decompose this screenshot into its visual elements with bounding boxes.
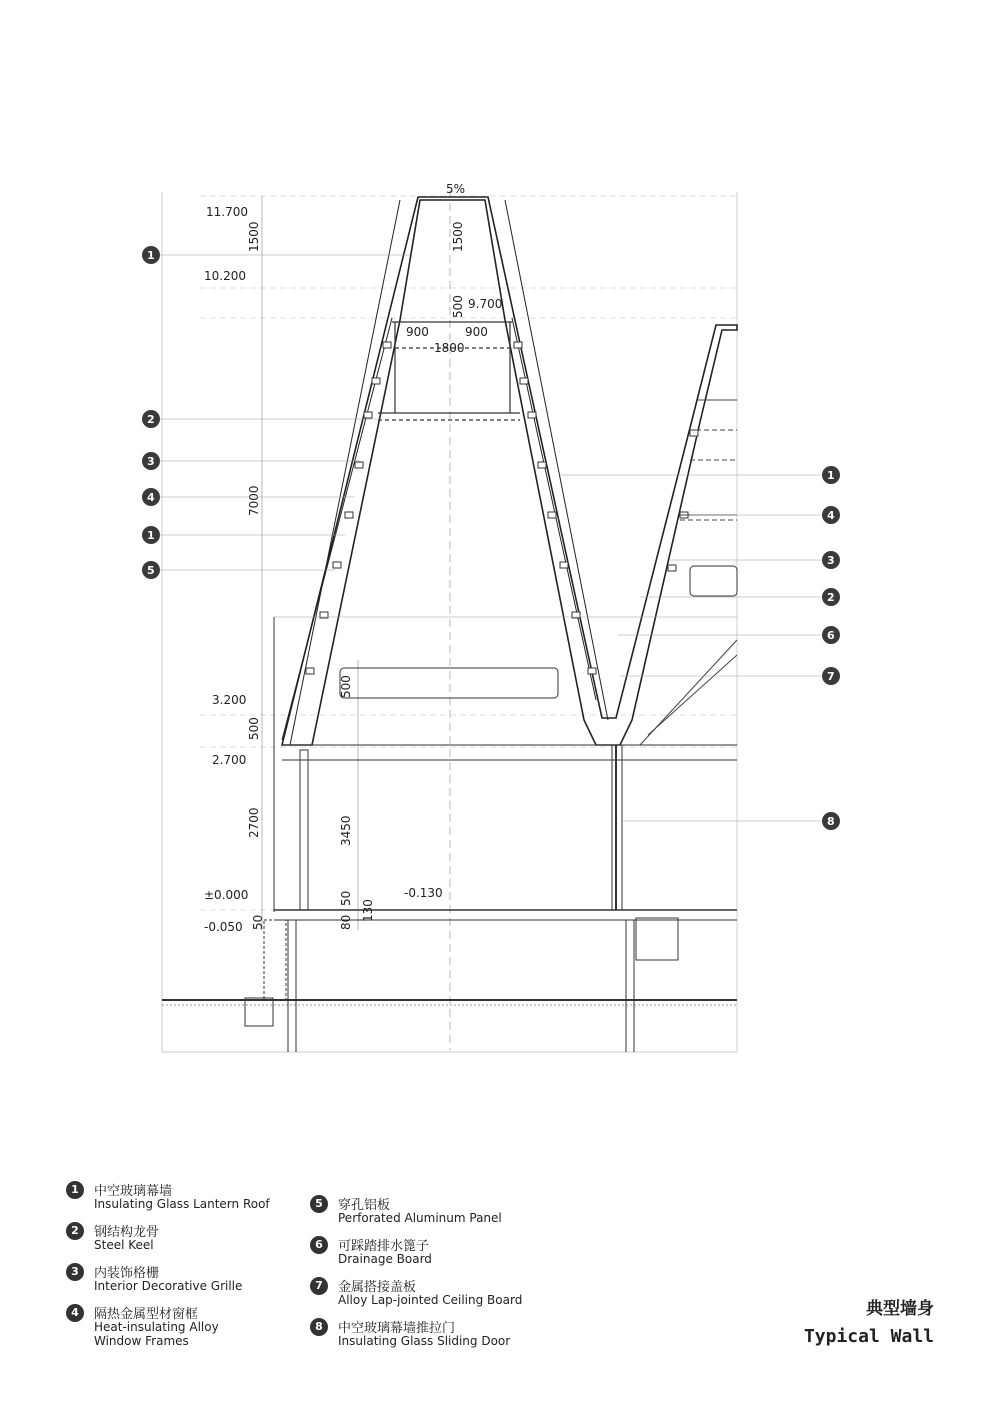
callout-right-8: [822, 812, 840, 830]
dim-50-center: 50: [339, 890, 353, 906]
callout-left-2: [142, 410, 160, 428]
legend-label-en: Insulating Glass Sliding Door: [338, 1334, 511, 1348]
elev-3200: 3.200: [212, 693, 247, 707]
svg-text:1: 1: [147, 529, 155, 542]
lantern-roof: [282, 197, 737, 745]
legend-label-cn: 中空玻璃幕墙推拉门: [338, 1321, 456, 1336]
callout-right-3: [822, 551, 840, 569]
adjacent-roof: [640, 400, 737, 745]
svg-text:4: 4: [147, 491, 155, 504]
callout-right-7: [822, 667, 840, 685]
legend-number: 5: [310, 1195, 328, 1213]
slope-label: 5%: [446, 182, 466, 196]
dimension-lines: [262, 190, 450, 1050]
elev-11700: 11.700: [206, 205, 248, 219]
legend-label-en: Interior Decorative Grille: [94, 1279, 243, 1293]
svg-text:4: 4: [827, 509, 835, 522]
drawing-title-en: Typical Wall: [803, 1326, 934, 1347]
legend-number: 2: [66, 1222, 84, 1240]
svg-text:1: 1: [147, 249, 155, 262]
dim-500-top: 500: [451, 295, 465, 318]
elev-10200: 10.200: [204, 269, 246, 283]
legend-number: 4: [66, 1304, 84, 1322]
callout-left-5: [142, 526, 160, 544]
legend-label-en: Insulating Glass Lantern Roof: [94, 1197, 270, 1211]
legend-label-cn: 中空玻璃幕墙: [94, 1184, 173, 1199]
callout-right-1: [822, 466, 840, 484]
svg-text:7: 7: [827, 670, 835, 683]
dim-900-right: 900: [465, 325, 488, 339]
dim-80: 80: [339, 914, 353, 930]
legend-label-cn: 隔热金属型材窗框: [94, 1307, 199, 1322]
svg-text:8: 8: [827, 815, 835, 828]
legend-label-en: Drainage Board: [338, 1252, 432, 1266]
elev-m0050: -0.050: [204, 920, 243, 934]
dim-3450: 3450: [339, 815, 353, 846]
dim-2700: 2700: [247, 807, 261, 838]
legend-label-en: Steel Keel: [94, 1238, 154, 1252]
svg-text:5: 5: [147, 564, 155, 577]
callouts-right: [560, 466, 840, 830]
perforated-panel: [340, 566, 737, 698]
svg-text:3: 3: [827, 554, 835, 567]
dimension-labels: [204, 182, 502, 934]
callout-right-6: [822, 626, 840, 644]
callout-left-1: [142, 246, 160, 264]
ground-line: [162, 920, 737, 1026]
svg-text:1: 1: [827, 469, 835, 482]
elev-m0130: -0.130: [404, 886, 443, 900]
dim-130: 130: [361, 899, 375, 922]
legend-number: 3: [66, 1263, 84, 1281]
dim-7000: 7000: [247, 485, 261, 516]
legend-label-cn: 穿孔铝板: [338, 1198, 391, 1213]
elev-9700: 9.700: [468, 297, 503, 311]
legend-label-en: Perforated Aluminum Panel: [338, 1211, 502, 1225]
elev-0000: ±0.000: [204, 888, 249, 902]
legend-number: 7: [310, 1277, 328, 1295]
drawing-title-cn: 典型墙身: [866, 1299, 934, 1319]
svg-text:3: 3: [147, 455, 155, 468]
legend-label-cn: 金属搭接盖板: [338, 1280, 417, 1295]
dim-900-left: 900: [406, 325, 429, 339]
svg-text:2: 2: [827, 591, 835, 604]
legend-label-cn: 钢结构龙骨: [94, 1225, 160, 1240]
legend-label-cn: 可踩踏排水篦子: [338, 1239, 430, 1254]
legend-number: 6: [310, 1236, 328, 1254]
dim-1500-center: 1500: [451, 221, 465, 252]
dim-500-mid: 500: [247, 717, 261, 740]
elev-2700: 2.700: [212, 753, 247, 767]
dim-50-left: 50: [251, 914, 265, 930]
callout-left-6: [142, 561, 160, 579]
svg-text:2: 2: [147, 413, 155, 426]
callout-left-4: [142, 488, 160, 506]
steel-keel: [378, 322, 520, 420]
drawing-frame: [162, 192, 737, 1052]
dim-500-panel: 500: [339, 675, 353, 698]
callout-right-2: [822, 588, 840, 606]
svg-text:6: 6: [827, 629, 835, 642]
legend-label-en: Alloy Lap-jointed Ceiling Board: [338, 1293, 523, 1307]
legend-label-cn: 内装饰格栅: [94, 1266, 160, 1281]
legend-label-en: Heat-insulating Alloy Window Frames: [94, 1320, 219, 1348]
dim-1500-left: 1500: [247, 221, 261, 252]
legend-number: 1: [66, 1181, 84, 1199]
legend-number: 8: [310, 1318, 328, 1336]
callout-right-4: [822, 506, 840, 524]
dim-1800: 1800: [434, 341, 465, 355]
callout-left-3: [142, 452, 160, 470]
